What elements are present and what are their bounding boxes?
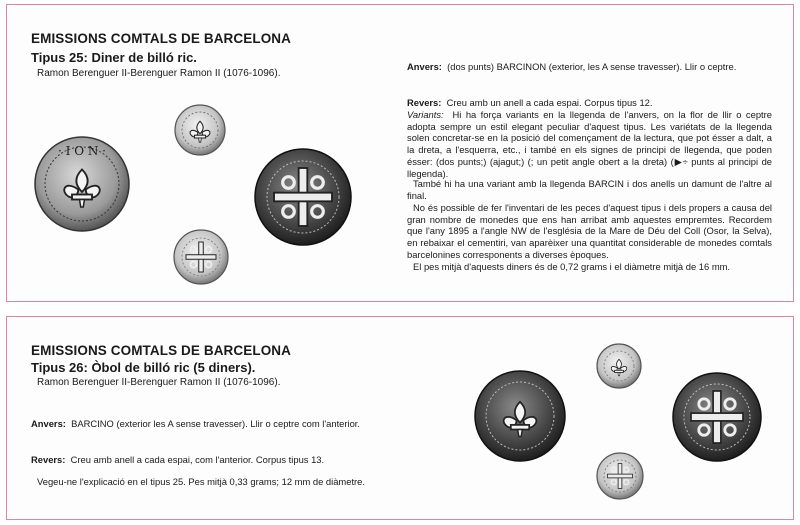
coin-obverse-large [33, 135, 131, 233]
anvers-description [407, 61, 772, 73]
coin-reverse-large [253, 147, 353, 247]
catalog-entry-type-26 [6, 316, 794, 520]
anvers-label: Anvers: [31, 418, 66, 429]
anvers-label: Anvers: [407, 61, 442, 72]
section-header: EMISSIONS COMTALS DE BARCELONA [31, 343, 292, 358]
coin-reverse-small [595, 451, 645, 501]
anvers-text: (dos punts) BARCINON (exterior, les A sense travesser). Llir o ceptre. [447, 61, 737, 72]
entry-title: Tipus 26: Òbol de billó ric (5 diners). [31, 360, 256, 375]
anvers-description [31, 418, 405, 430]
variants-description [407, 109, 772, 179]
coin-obverse-small [173, 103, 227, 157]
coin-reverse-large [671, 371, 763, 463]
coin-obverse-large [473, 369, 567, 463]
paragraph-variant-barcin: També hi ha una variant amb la llegenda BARCIN i dos anells un damunt de l'altre al final. [407, 178, 772, 201]
coin-reverse-small [172, 228, 230, 286]
revers-description [31, 454, 405, 466]
revers-text: Creu amb anell a cada espai, com l'anterior. Corpus tipus 13. [70, 454, 325, 465]
revers-description [407, 97, 772, 109]
paragraph-inventory: No és possible de fer l'inventari de les peces d'aquest tipus i dels propers a causa del gran nombre de monedes que ens han arribat amb aquestes empremtes. Recordem que l'any 1895 a l'angle NW de l'església de la Mare de Déu del Coll (Osor, la Selva), en rebaixar el cementiri, van aparèixer una quantitat considerable de monedes comtals barcelonines corresponents a diverses èpoques. [407, 202, 772, 260]
revers-label: Revers: [407, 97, 442, 108]
catalog-entry-type-25 [6, 4, 794, 302]
anvers-text: BARCINO (exterior les A sense travesser). Llir o ceptre com l'anterior. [71, 418, 361, 429]
section-header: EMISSIONS COMTALS DE BARCELONA [31, 31, 292, 46]
ruler-line: Ramon Berenguer II-Berenguer Ramon II (1076-1096). [37, 68, 281, 79]
paragraph-weight: El pes mitjà d'aquests diners és de 0,72 grams i el diàmetre mitjà de 16 mm. [413, 261, 731, 272]
svg-text:· I O N ·: · I O N · [58, 144, 106, 158]
explanation-note: Vegeu-ne l'explicació en el tipus 25. Pes mitjà 0,33 grams; 12 mm de diàmetre. [37, 476, 366, 487]
ruler-line: Ramon Berenguer II-Berenguer Ramon II (1076-1096). [37, 377, 281, 388]
revers-text: Creu amb un anell a cada espai. Corpus tipus 12. [446, 97, 653, 108]
variants-label: Variants: [407, 109, 444, 120]
coin-obverse-small [595, 342, 643, 390]
entry-title: Tipus 25: Diner de billó ric. [31, 50, 197, 65]
revers-label: Revers: [31, 454, 66, 465]
variants-text: Hi ha força variants en la llegenda de l'anvers, on la flor de llir o ceptre adopta sempre un estil elegant peculiar d'aquest tipus. Les variétats de la llegenda solen concretar-se en la posició del començament de la lectura, que pot ésser a dalt, a la dreta, a l'esquerra, etc., i també en els signes de principi de llegenda, que poden ésser: (dos punts;) (ajagut;) (; un petit angle obert a la dreta) (▶÷ punts al principi de llegenda). [407, 109, 772, 179]
